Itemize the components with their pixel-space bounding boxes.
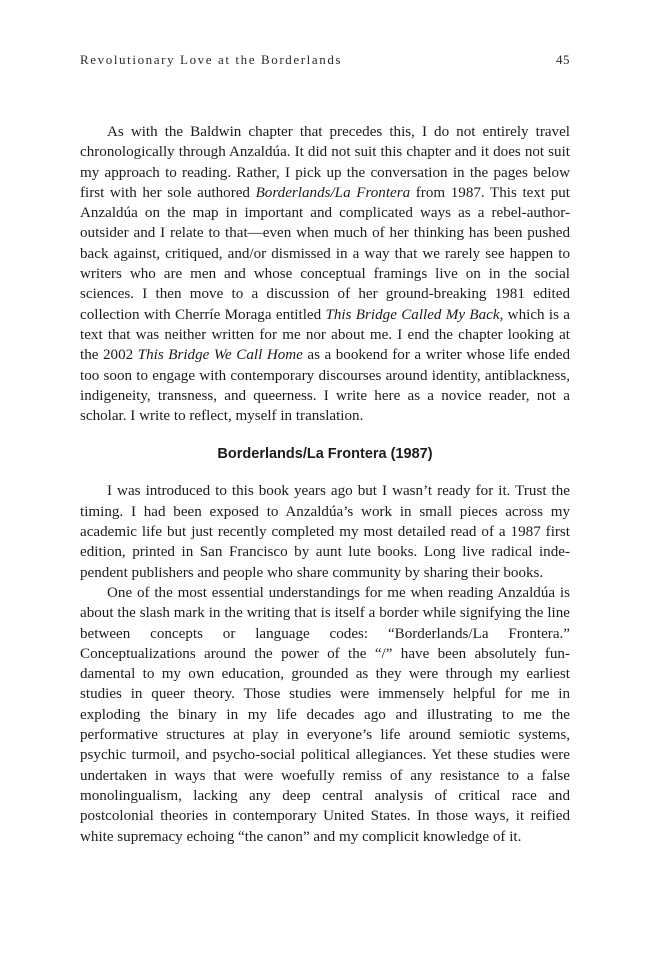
paragraph-text: As with the Baldwin chapter that precedes this, I do not entirely travel chronologically through Anzaldúa. It did not suit this chapter and it does not suit my approach to reading. Rather, I pick up the conversation in the pages below first with her sole authored [80, 124, 570, 201]
book-title-borderlands: Borderlands/La Frontera [255, 184, 411, 201]
book-title-this-bridge-called-my-back: This Bridge Called My Back [325, 306, 500, 323]
paragraph-text: from 1987. This text put Anzaldúa on the map in important and complicated ways as a rebel-author-outsider and I relate to that—even when much of her thinking has been pushed back against, critiqued, and/or dismissed in a way that we rarely see happen to writers who are men and whose conceptual framings live on in the social sciences. I then move to a discussion of her ground-breaking 1981 edited collection with Cherríe Moraga entitled [80, 184, 570, 323]
running-head [80, 52, 570, 72]
page-body [80, 122, 570, 847]
section-heading: Borderlands/La Frontera (1987) [217, 446, 433, 463]
page-number: 45 [556, 52, 570, 67]
paragraph-introduced: I was introduced to this book years ago but I wasn’t ready for it. Trust the timing. I had been exposed to Anzaldúa’s work in small pieces across my academic life but just recently completed my most detailed read of a 1987 first edition, printed in San Francisco by aunt lute books. Long live radical independent publishers and people who share community by sharing their books. [80, 483, 570, 581]
paragraph-intro [80, 122, 570, 426]
running-head-title: Revolutionary Love at the Borderlands [80, 52, 343, 67]
paragraph-text: as a bookend for a writer whose life ended too soon to engage with contemporary discourses around identity, antiblackness, indigeneity, transness, and queerness. I write here as a novice reader, not a scholar. I write to reflect, myself in translation. [80, 347, 570, 425]
paragraph-text: , which is a text that was neither written for me nor about me. I end the chapter looking at the 2002 [80, 306, 570, 364]
book-title-this-bridge-we-call-home: This Bridge We Call Home [137, 347, 303, 364]
paragraph-slash-mark: One of the most essential understandings for me when reading Anzaldúa is about the slash mark in the writing that is itself a border while signifying the line between concepts or language codes: “Borderlands/La Frontera.” Conceptualizations around the power of the “/” have been absolutely fundamental to my own education, grounded as they were through my earliest studies in queer theory. Those studies were immensely helpful for me in exploding the binary in my life decades ago and illustrating to me the performative structures at play in everyone’s life around semiotic systems, psychic turmoil, and psycho-social political allegiances. Yet these studies were undertaken in ways that were woefully remiss of any resistance to a false monolingualism, lacking any deep central analysis of critical race and postcolonial theories in contemporary United States. In those ways, it reified white supremacy echoing “the canon” and my complicit knowledge of it. [80, 584, 570, 845]
